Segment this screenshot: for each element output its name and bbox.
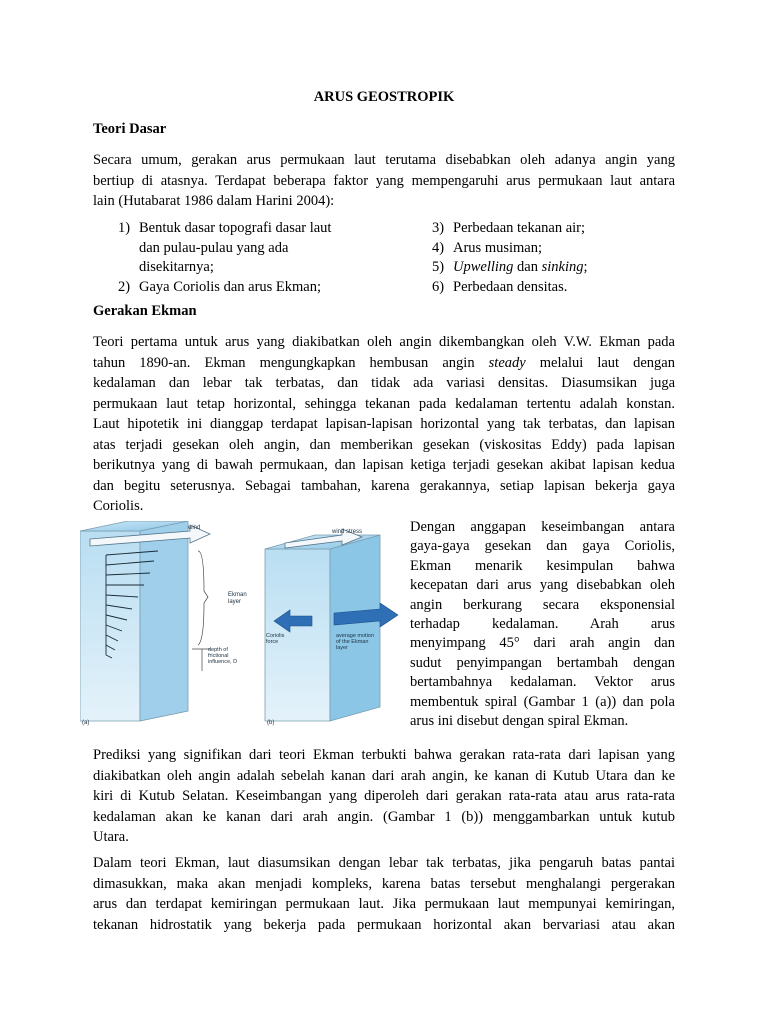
factor-list-left (118, 219, 378, 297)
paragraph-ekman-theory: Teori pertama untuk arus yang diakibatkan oleh angin dikembangkan oleh V.W. Ekman pada tahun 1890-an. Ekman mengungkapkan hembusan angin steady melalui laut dengan kedalaman dan lebar tak terbatas, dan tidak ada variasi densitas. Diasumsikan juga permukaan laut tetap horizontal, sehingga tekanan pada kedalaman tertentu adalah konstan. Laut hipotetik ini dianggap terdapat lapisan-lapisan horizontal yang tak terbatas, dan lapisan atas terjadi gesekan oleh angin, dan memberikan gesekan (viskositas Eddy) pada lapisan berikutnya yang di bawah permukaan, dan lapisan ketiga terjadi gesekan akibat lapisan kedua dan begitu seterusnya. Sebagai tambahan, karena gerakannya, setiap lapisan bekerja gaya Coriolis. (93, 334, 675, 514)
wind-label: wind (188, 525, 201, 531)
list-item: 1) Bentuk dasar topografi dasar laut dan pulau-pulau yang ada disekitarnya; (118, 220, 332, 275)
figure-panel-b (265, 529, 398, 726)
paragraph-line: bertiup di atasnya. Terdapat beberapa faktor yang mempengaruhi arus permukaan laut antara (93, 172, 675, 189)
list-item: 5) Upwelling dan sinking; (432, 259, 588, 275)
heading-gerakan-ekman: Gerakan Ekman (93, 303, 197, 319)
paragraph-line: Secara umum, gerakan arus permukaan laut terutama disebabkan oleh adanya angin yang (93, 152, 675, 168)
ekman-layer-label: Ekman layer (228, 592, 247, 605)
panel-a-label: (a) (82, 720, 90, 726)
heading-teori-dasar: Teori Dasar (93, 121, 167, 137)
wind-stress-label: wind stress (332, 529, 363, 535)
list-item: 2) Gaya Coriolis dan arus Ekman; (118, 278, 322, 295)
coriolis-label: Coriolis force (266, 633, 285, 645)
figure-panel-a (80, 521, 248, 726)
document-title: ARUS GEOSTROPIK (313, 89, 455, 105)
paragraph-line: lain (Hutabarat 1986 dalam Harini 2004): (93, 193, 335, 209)
paragraph-ekman-boundaries: Dalam teori Ekman, laut diasumsikan dengan lebar tak terbatas, jika pengaruh batas pantai dimasukkan, maka akan menjadi kompleks, karena batas tersebut menghalangi pergerakan arus dan terdapat kemiringan permukaan laut. Jika permukaan laut mempunyai kemiringan, tekanan hidrostatik yang bekerja pada permukaan horizontal akan bervariasi atau akan (93, 855, 675, 933)
list-item: 6) Perbedaan densitas. (432, 278, 568, 295)
factor-list-right (432, 219, 682, 297)
list-item: 3) Perbedaan tekanan air; (432, 220, 586, 236)
paragraph-ekman-conclusion: Dengan anggapan keseimbangan antara gaya-gaya gesekan dan gaya Coriolis, Ekman menarik kesimpulan bahwa kecepatan dari arus yang disebabkan oleh angin berkurang secara eksponensial terhadap kedalaman. Arah arus menyimpang 45° dari arah angin dan sudut penyimpangan bertambah dengan bertambahnya kedalaman. Vektor arus membentuk spiral (Gambar 1 (a)) dan pola arus ini disebut dengan spiral Ekman. (410, 519, 675, 730)
depth-label: depth of frictional influence, D (208, 647, 238, 665)
paragraph-ekman-prediction: Prediksi yang signifikan dari teori Ekman terbukti bahwa gerakan rata-rata dari lapisan yang diakibatkan oleh angin adalah sebelah kanan dari arah angin, ke kanan di Kutub Utara dan ke kiri di Kutub Selatan. Keseimbangan yang diperoleh dari gerakan rata-rata atau arus rata-rata kedalaman akan ke kanan dari arah angin. (Gambar 1 (b)) menggambarkan untuk kutub Utara. (93, 747, 675, 845)
average-motion-label: average motion of the Ekman layer (336, 633, 374, 651)
ekman-spiral-figure (80, 521, 400, 733)
list-item: 4) Arus musiman; (432, 239, 543, 256)
panel-b-label: (b) (267, 720, 275, 726)
paragraph-intro (93, 150, 675, 212)
